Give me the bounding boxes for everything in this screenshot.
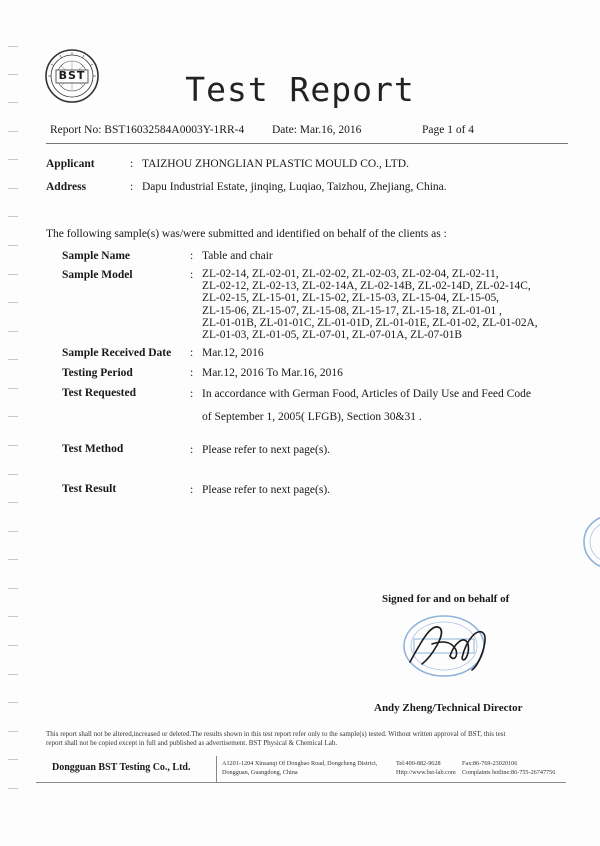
sample-model-line: ZL-02-14, ZL-02-01, ZL-02-02, ZL-02-03, ZL-02-04, ZL-02-11, — [202, 268, 499, 280]
signer-name: Andy Zheng/Technical Director — [374, 702, 523, 714]
approved-stamp-with-signature — [392, 604, 504, 684]
sample-name-colon: : — [190, 250, 194, 262]
sample-received-value: Mar.12, 2016 — [202, 347, 264, 359]
applicant-label: Applicant — [46, 158, 95, 170]
footer-complaints: Complaints hotline:86-755-26747756 — [462, 769, 556, 776]
signed-for-statement: Signed for and on behalf of — [382, 593, 510, 605]
testing-period-label: Testing Period — [62, 367, 133, 379]
footer-rule — [36, 782, 566, 783]
intro-statement: The following sample(s) was/were submitted and identified on behalf of the clients as : — [46, 228, 447, 240]
header-divider — [46, 143, 568, 144]
footer-website: Http://www.bst-lab.com — [396, 769, 456, 776]
footer-tel: Tel:400-882-9628 — [396, 760, 441, 767]
test-method-value: Please refer to next page(s). — [202, 444, 331, 456]
sample-model-line: ZL-01-01B, ZL-01-01C, ZL-01-01D, ZL-01-01E, ZL-01-02, ZL-01-02A, — [202, 316, 538, 329]
disclaimer-line: This report shall not be altered,increased or deleted.The results shown in this test report refer only to the sample(s) tested. Without written approval of BST, this test — [46, 730, 506, 738]
sample-model-line: ZL-02-15, ZL-15-01, ZL-15-02, ZL-15-03, ZL-15-04, ZL-15-05, — [202, 292, 500, 305]
logo-text: BST — [58, 69, 86, 82]
footer-address-line2: Dongguan, Guangdong, China — [222, 769, 298, 776]
test-result-colon: : — [190, 484, 194, 496]
sample-model-label: Sample Model — [62, 269, 133, 281]
approved-stamp-icon — [392, 604, 504, 684]
edge-stamp-icon — [580, 512, 600, 572]
sample-model-line: ZL-15-06, ZL-15-07, ZL-15-08, ZL-15-17, ZL-15-18, ZL-01-01 , — [202, 304, 502, 317]
test-requested-line1: In accordance with German Food, Articles of Daily Use and Feed Code — [202, 388, 531, 400]
test-result-label: Test Result — [62, 483, 117, 495]
applicant-colon: : — [130, 158, 134, 170]
report-number: Report No: BST16032584A0003Y-1RR-4 — [50, 124, 245, 136]
page-indicator: Page 1 of 4 — [422, 124, 475, 136]
sample-model-colon: : — [190, 269, 194, 281]
sample-model-line: ZL-02-12, ZL-02-13, ZL-02-14A, ZL-02-14B, ZL-02-14D, ZL-02-14C, — [202, 280, 531, 293]
disclaimer — [46, 730, 556, 748]
partial-edge-stamp — [580, 512, 600, 572]
footer-company: Dongguan BST Testing Co., Ltd. — [52, 762, 191, 773]
sample-name-value: Table and chair — [202, 250, 273, 262]
footer-address-line1: A1201-1204 Xinsanqi Of Dongbao Road, Dongcheng District, — [222, 760, 378, 767]
address-label: Address — [46, 181, 87, 193]
applicant-value: TAIZHOU ZHONGLIAN PLASTIC MOULD CO., LTD. — [142, 158, 409, 170]
sample-model-line: ZL-01-03, ZL-01-05, ZL-07-01, ZL-07-01A, ZL-07-01B — [202, 328, 463, 341]
page-title: Test Report — [185, 70, 415, 109]
address-colon: : — [130, 181, 134, 193]
address-value: Dapu Industrial Estate, jinqing, Luqiao, Taizhou, Zhejiang, China. — [142, 181, 447, 193]
disclaimer-line: report shall not be copied except in full and published as advertisement. BST Physical & Chemical Lab. — [46, 739, 338, 747]
sample-name-label: Sample Name — [62, 250, 131, 262]
sample-model-list — [202, 268, 572, 341]
footer-fax: Fax:86-769-23020106 — [462, 760, 518, 767]
test-method-label: Test Method — [62, 443, 124, 455]
test-requested-line2: of September 1, 2005( LFGB), Section 30&31 . — [202, 411, 422, 423]
testing-period-value: Mar.12, 2016 To Mar.16, 2016 — [202, 367, 343, 379]
test-requested-colon: : — [190, 388, 194, 400]
test-method-colon: : — [190, 444, 194, 456]
sample-received-colon: : — [190, 347, 194, 359]
testing-period-colon: : — [190, 367, 194, 379]
report-date: Date: Mar.16, 2016 — [272, 124, 362, 136]
test-result-value: Please refer to next page(s). — [202, 484, 331, 496]
footer-separator — [216, 756, 217, 782]
test-requested-label: Test Requested — [62, 387, 137, 399]
sample-received-label: Sample Received Date — [62, 347, 172, 359]
